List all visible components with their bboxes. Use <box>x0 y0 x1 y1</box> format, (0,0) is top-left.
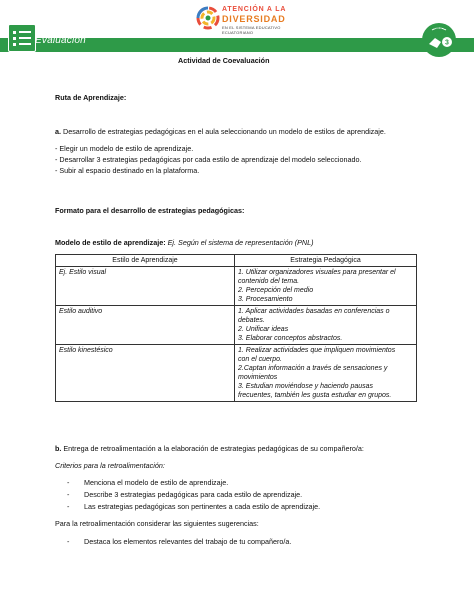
style-cell: Ej. Estilo visual <box>56 267 235 306</box>
modelo-value: Ej. Según el sistema de representación (PNL) <box>167 238 314 247</box>
style-cell: Estilo auditivo <box>56 306 235 345</box>
table-row <box>56 306 417 345</box>
sugerencias-heading: Para la retroalimentación considerar las siguientes sugerencias: <box>55 519 259 528</box>
bullet-mark: - <box>67 502 70 511</box>
part-b-label: b. <box>55 444 62 453</box>
table-header: Estilo de Aprendizaje <box>56 255 235 267</box>
step-item: - Elegir un modelo de estilo de aprendizaje. <box>55 144 194 153</box>
strategies-table <box>55 254 417 402</box>
table-row <box>56 267 417 306</box>
part-a-label: a. <box>55 127 61 136</box>
badge-text: UNIDAD <box>430 25 448 30</box>
strategy-cell: 1. Aplicar actividades basadas en conferencias o debates. 2. Unificar ideas 3. Elaborar conceptos abstractos. <box>235 306 417 345</box>
criterio-item: Describe 3 estrategias pedagógicas para cada estilo de aprendizaje. <box>84 490 303 499</box>
bullet-mark: - <box>67 537 70 546</box>
checklist-icon <box>8 24 36 52</box>
modelo-line <box>55 238 313 247</box>
page-title: Actividad de Coevaluación <box>178 56 270 65</box>
bullet-mark: - <box>67 490 70 499</box>
table-header: Estrategia Pedagógica <box>235 255 417 267</box>
step-item: - Desarrollar 3 estrategias pedagógicas por cada estilo de aprendizaje del modelo seleccionado. <box>55 155 362 164</box>
part-b <box>55 444 364 453</box>
modelo-label: Modelo de estilo de aprendizaje: <box>55 238 166 247</box>
table-row <box>56 345 417 402</box>
section-label: Evaluación <box>35 35 86 46</box>
logo-wordmark: ATENCIÓN A LA DIVERSIDAD EN EL SISTEMA EDUCATIVO ECUATORIANO <box>222 6 287 35</box>
step-item: - Subir al espacio destinado en la plataforma. <box>55 166 200 175</box>
strategy-cell: 1. Realizar actividades que impliquen movimientos con el cuerpo. 2.Captan información a través de sensaciones y movimientos 3. Estudian moviéndose y haciendo pausas frecuentes, también les gusta estudiar en grupos. <box>235 345 417 402</box>
diversity-logo-icon <box>196 6 220 30</box>
part-a <box>55 127 386 136</box>
criterio-item: Las estrategias pedagógicas son pertinentes a cada estilo de aprendizaje. <box>84 502 321 511</box>
strategy-cell: 1. Utilizar organizadores visuales para presentar el contenido del tema. 2. Percepción del medio 3. Procesamiento <box>235 267 417 306</box>
table-header-row <box>56 255 417 267</box>
bullet-mark: - <box>67 478 70 487</box>
style-cell: Estilo kinestésico <box>56 345 235 402</box>
formato-heading: Formato para el desarrollo de estrategias pedagógicas: <box>55 206 245 215</box>
part-a-text: Desarrollo de estrategias pedagógicas en el aula seleccionando un modelo de estilos de aprendizaje. <box>63 127 386 136</box>
badge-number: 3 <box>445 39 449 47</box>
criterio-item: Menciona el modelo de estilo de aprendizaje. <box>84 478 229 487</box>
part-b-text: Entrega de retroalimentación a la elaboración de estrategias pedagógicas de su compañero/a: <box>63 444 364 453</box>
unit-badge-icon <box>418 18 460 60</box>
sugerencia-item: Destaca los elementos relevantes del trabajo de tu compañero/a. <box>84 537 292 546</box>
ruta-heading: Ruta de Aprendizaje: <box>55 93 127 102</box>
criterios-heading: Criterios para la retroalimentación: <box>55 461 165 470</box>
